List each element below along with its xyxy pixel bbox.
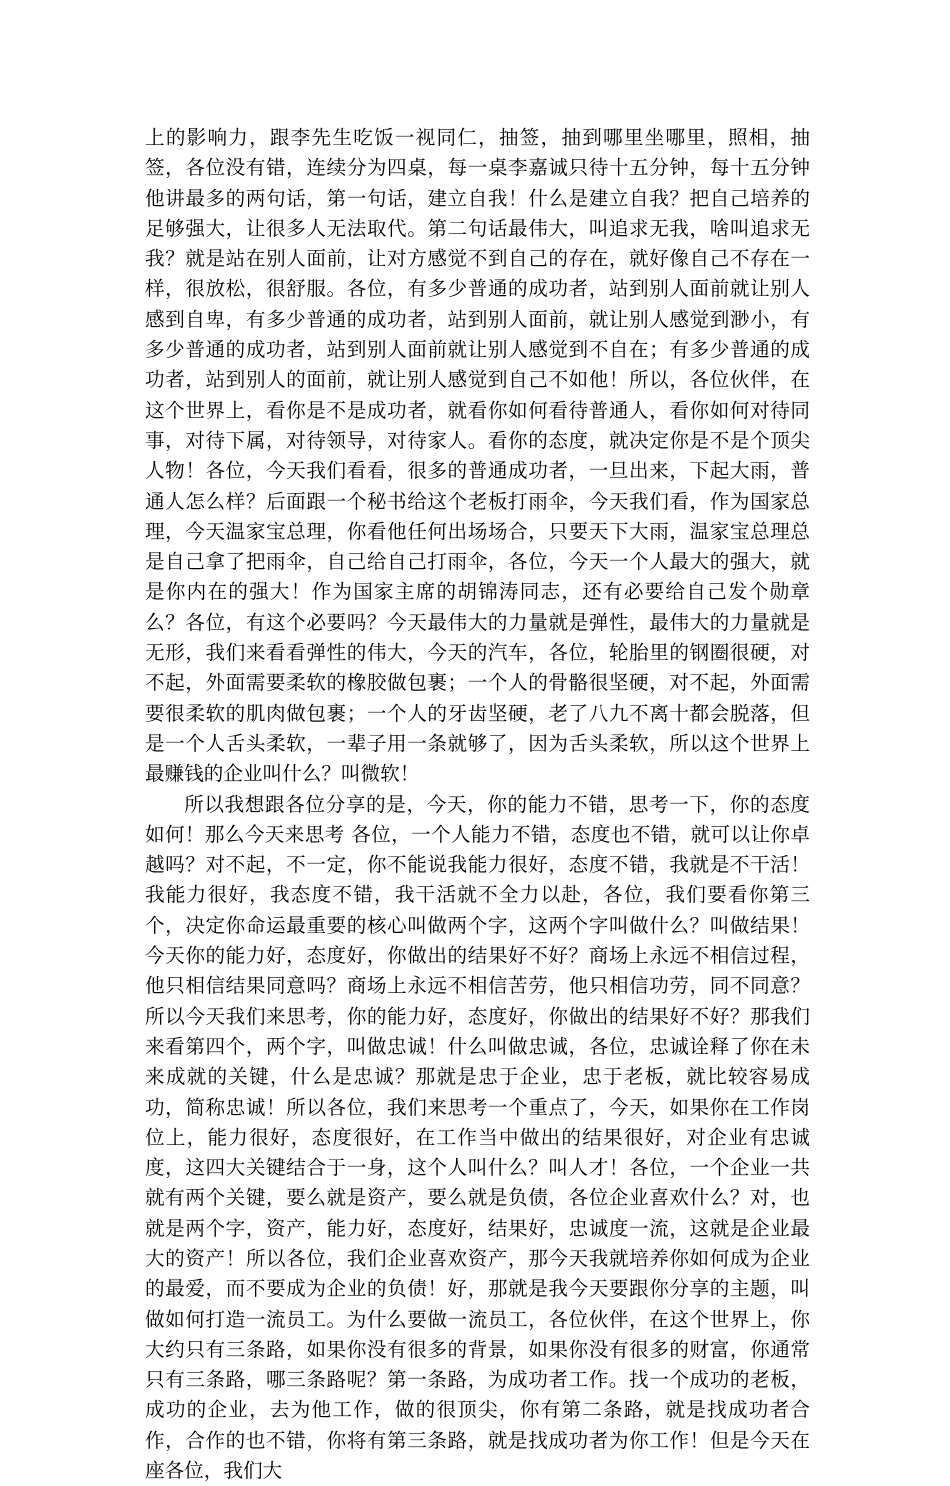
- paragraph: 所以我想跟各位分享的是，今天，你的能力不错，思考一下，你的态度如何！那么今天来思考 各位，一个人能力不错，态度也不错，就可以让你卓越吗？对不起，不一定，你不能说我能力很好，态度不错，我就是不干活！我能力很好，我态度不错，我干活就不全力以赴，各位，我们要看你第三个，决定你命运最重要的核心叫做两个字，这两个字叫做什么？叫做结果！今天你的能力好，态度好，你做出的结果好不好？商场上永远不相信过程，他只相信结果同意吗？商场上永远不相信苦劳，他只相信功劳，同不同意？所以今天我们来思考，你的能力好，态度好，你做出的结果好不好？那我们来看第四个，两个字，叫做忠诚！什么叫做忠诚，各位，忠诚诠释了你在未来成就的关键，什么是忠诚？那就是忠于企业，忠于老板，就比较容易成功，简称忠诚！所以各位，我们来思考一个重点了，今天，如果你在工作岗位上，能力很好，态度很好，在工作当中做出的结果很好，对企业有忠诚度，这四大关键结合于一身，这个人叫什么？叫人才！各位，一个企业一共就有两个关键，要么就是资产，要么就是负债，各位企业喜欢什么？对，也就是两个字，资产，能力好，态度好，结果好，忠诚度一流，这就是企业最大的资产！所以各位，我们企业喜欢资产，那今天我就培养你如何成为企业的最爱，而不要成为企业的负债！好，那就是我今天要跟你分享的主题，叫做如何打造一流员工。为什么要做一流员工，各位伙伴，在这个世界上，你大约只有三条路，如果你没有很多的背景，如果你没有很多的财富，你通常只有三条路，哪三条路呢？第一条路，为成功者工作。找一个成功的老板，成功的企业，去为他工作，做的很顶尖，你有第二条路，就是找成功者合作，合作的也不错，你将有第三条路，就是找成功者为你工作！但是今天在座各位，我们大: [145, 792, 810, 1483]
- paragraph: 上的影响力，跟李先生吃饭一视同仁，抽签，抽到哪里坐哪里，照相，抽签，各位没有错，连续分为四桌，每一桌李嘉诚只待十五分钟，每十五分钟他讲最多的两句话，第一句话，建立自我！什么是建立自我？把自己培养的足够强大，让很多人无法取代。第二句话最伟大，叫追求无我，啥叫追求无我？就是站在别人面前，让对方感觉不到自己的存在，就好像自己不存在一样，很放松，很舒服。各位，有多少普通的成功者，站到别人面前就让别人感到自卑，有多少普通的成功者，站到别人面前，就让别人感觉到渺小，有多少普通的成功者，站到别人面前就让别人感觉到不自在；有多少普通的成功者，站到别人的面前，就让别人感觉到自己不如他！所以，各位伙伴，在这个世界上，看你是不是成功者，就看你如何看待普通人，看你如何对待同事，对待下属，对待领导，对待家人。看你的态度，就决定你是不是个顶尖人物！各位，今天我们看看，很多的普通成功者，一旦出来，下起大雨，普通人怎么样？后面跟一个秘书给这个老板打雨伞，今天我们看，作为国家总理，今天温家宝总理，你看他任何出场场合，只要天下大雨，温家宝总理总是自己拿了把雨伞，自己给自己打雨伞，各位，今天一个人最大的强大，就是你内在的强大！作为国家主席的胡锦涛同志，还有必要给自己发个勋章么？各位，有这个必要吗？今天最伟大的力量就是弹性，最伟大的力量就是无形，我们来看看弹性的伟大，今天的汽车，各位，轮胎里的钢圈很硬，对不起，外面需要柔软的橡胶做包裹；一个人的骨骼很坚硬，对不起，外面需要很柔软的肌肉做包裹；一个人的牙齿坚硬，老了八九不离十都会脱落，但是一个人舌头柔软，一辈子用一条就够了，因为舌头柔软，所以这个世界上最赚钱的企业叫什么？叫微软！: [145, 126, 810, 786]
- document-body: [145, 123, 810, 1486]
